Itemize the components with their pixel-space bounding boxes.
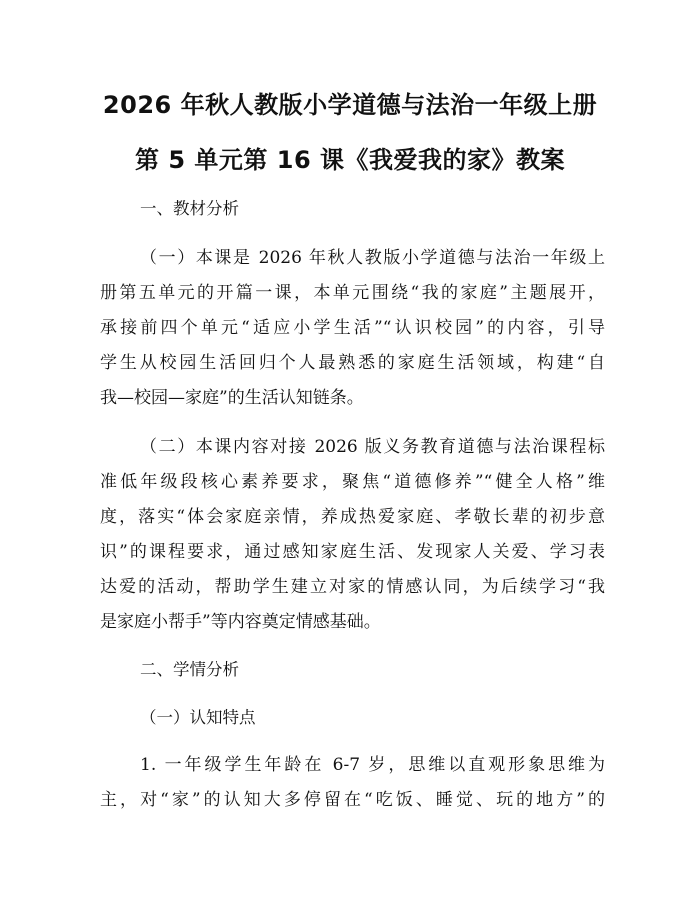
subsection-heading-cognitive-traits: （一）认知特点 bbox=[140, 708, 256, 727]
paragraph-line: 识”的课程要求，通过感知家庭生活、发现家人关爱、学习表 bbox=[100, 542, 605, 562]
paragraph-line: （一）本课是 2026 年秋人教版小学道德与法治一年级上 bbox=[140, 248, 605, 268]
paragraph-line: 主，对“家”的认知大多停留在“吃饭、睡觉、玩的地方”的 bbox=[100, 790, 605, 810]
paragraph-line: 是家庭小帮手”等内容奠定情感基础。 bbox=[100, 612, 381, 632]
paragraph-line: 1. 一年级学生年龄在 6-7 岁，思维以直观形象思维为 bbox=[140, 755, 605, 775]
paragraph-line: 学生从校园生活回归个人最熟悉的家庭生活领域，构建“自 bbox=[100, 353, 605, 373]
document-title-line-2: 第 5 单元第 16 课《我爱我的家》教案 bbox=[134, 146, 566, 174]
document-title-line-1: 2026 年秋人教版小学道德与法治一年级上册 bbox=[102, 91, 598, 119]
paragraph-line: 度，落实“体会家庭亲情，养成热爱家庭、孝敬长辈的初步意 bbox=[100, 507, 605, 527]
paragraph-line: 准低年级段核心素养要求，聚焦“道德修养”“健全人格”维 bbox=[100, 472, 605, 492]
paragraph-line: 册第五单元的开篇一课，本单元围绕“我的家庭”主题展开， bbox=[100, 283, 605, 303]
paragraph-line: 我—校园—家庭”的生活认知链条。 bbox=[100, 388, 364, 408]
section-heading-learner-analysis: 二、学情分析 bbox=[140, 660, 239, 679]
paragraph-line: 承接前四个单元“适应小学生活”“认识校园”的内容，引导 bbox=[100, 318, 605, 338]
section-heading-textbook-analysis: 一、教材分析 bbox=[140, 199, 239, 218]
paragraph-line: 达爱的活动，帮助学生建立对家的情感认同，为后续学习“我 bbox=[100, 577, 605, 597]
paragraph-line: （二）本课内容对接 2026 版义务教育道德与法治课程标 bbox=[140, 437, 605, 457]
